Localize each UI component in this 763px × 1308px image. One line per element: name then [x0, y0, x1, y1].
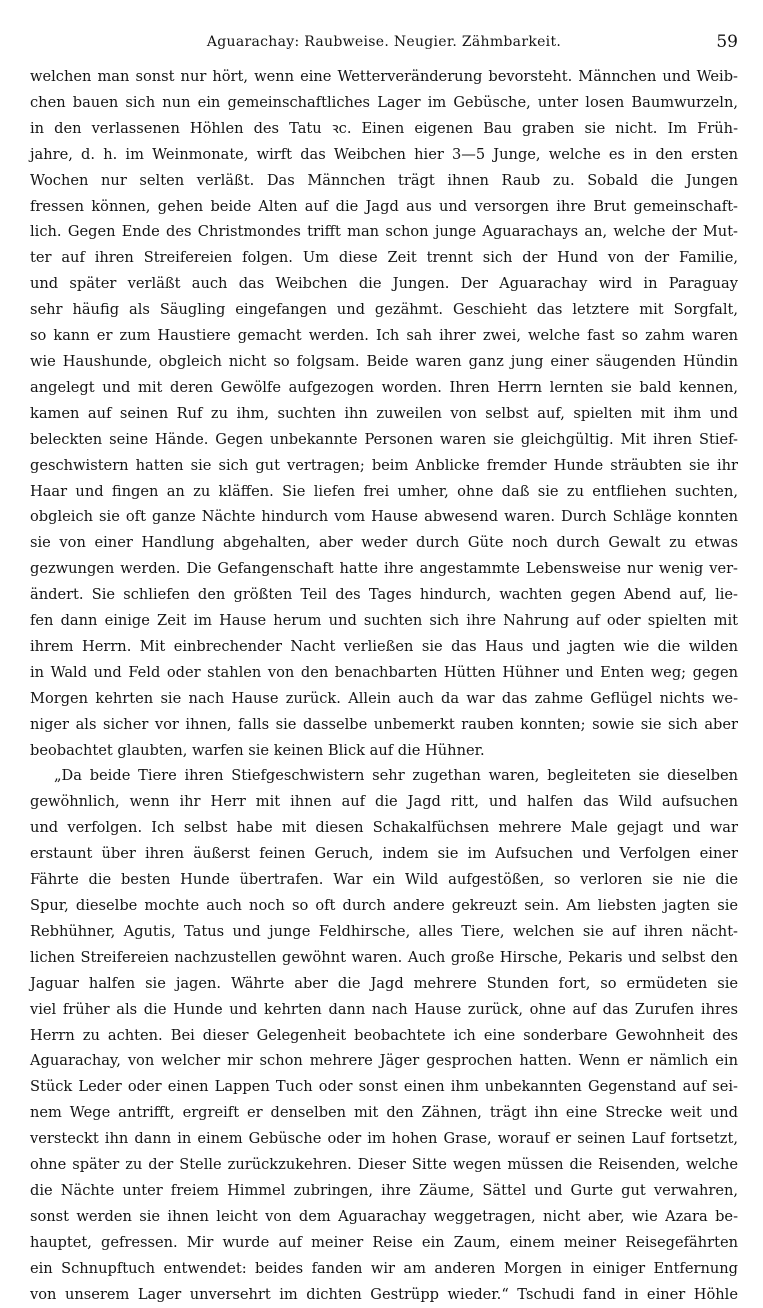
text-line: Morgen kehrten sie nach Hause zurück. Allein auch da war das zahme Geflügel nichts we-	[30, 689, 738, 707]
text-line: sie von einer Handlung abgehalten, aber weder durch Güte noch durch Gewalt zu etwas	[30, 534, 738, 552]
text-line: gewöhnlich, wenn ihr Herr mit ihnen auf die Jagd ritt, und halfen das Wild aufsuchen	[30, 793, 738, 811]
text-line: Fährte die besten Hunde übertrafen. War ein Wild aufgestößen, so verloren sie nie die	[30, 871, 738, 889]
text-line: und verfolgen. Ich selbst habe mit diesen Schakalfüchsen mehrere Male gejagt und war	[30, 819, 738, 837]
text-line: ohne später zu der Stelle zurückzukehren. Dieser Sitte wegen müssen die Reisenden, welche	[30, 1156, 738, 1174]
text-line: viel früher als die Hunde und kehrten dann nach Hause zurück, ohne auf das Zurufen ihres	[30, 1000, 738, 1018]
paragraph	[30, 64, 738, 763]
text-line: jahre, d. h. im Weinmonate, wirft das Weibchen hier 3—5 Junge, welche es in den ersten	[30, 145, 738, 163]
text-line: niger als sicher vor ihnen, falls sie dasselbe unbemerkt rauben konnten; sowie sie sich aber	[30, 715, 738, 733]
text-line: Herrn zu achten. Bei dieser Gelegenheit beobachtete ich eine sonderbare Gewohnheit des	[30, 1026, 738, 1044]
text-line: gezwungen werden. Die Gefangenschaft hatte ihre angestammte Lebensweise nur wenig ver-	[30, 560, 738, 578]
page-number: 59	[716, 32, 738, 52]
running-title: Aguarachay: Raubweise. Neugier. Zähmbarkeit.	[206, 34, 562, 50]
text-line: versteckt ihn dann in einem Gebüsche oder im hohen Grase, worauf er seinen Lauf fortsetzt,	[30, 1130, 738, 1148]
text-line: ändert. Sie schliefen den größten Teil des Tages hindurch, wachten gegen Abend auf, lie-	[30, 586, 738, 604]
text-line: wie Haushunde, obgleich nicht so folgsam. Beide waren ganz jung einer säugenden Hündin	[30, 352, 738, 370]
text-line: beobachtet glaubten, warfen sie keinen Blick auf die Hühner.	[30, 741, 485, 759]
text-line: beleckten seine Hände. Gegen unbekannte Personen waren sie gleichgültig. Mit ihren Stief-	[30, 430, 738, 448]
body-text	[30, 64, 738, 1308]
text-line: nem Wege antrifft, ergreift er denselben mit den Zähnen, trägt ihn eine Strecke weit und	[30, 1104, 738, 1122]
text-line: Jaguar halfen sie jagen. Währte aber die Jagd mehrere Stunden fort, so ermüdeten sie	[30, 974, 738, 992]
text-line: ter auf ihren Streifereien folgen. Um diese Zeit trennt sich der Hund von der Familie,	[30, 249, 738, 267]
text-line: ihrem Herrn. Mit einbrechender Nacht verließen sie das Haus und jagten wie die wilden	[30, 637, 738, 655]
text-line: so kann er zum Haustiere gemacht werden. Ich sah ihrer zwei, welche fast so zahm waren	[30, 327, 738, 345]
text-line: fen dann einige Zeit im Hause herum und suchten sich ihre Nahrung auf oder spielten mit	[30, 612, 738, 630]
text-line: hauptet, gefressen. Mir wurde auf meiner Reise ein Zaum, einem meiner Reisegefährten	[30, 1233, 738, 1251]
text-line: sehr häufig als Säugling eingefangen und gezähmt. Geschieht das letztere mit Sorgfalt,	[30, 301, 738, 319]
text-line: „Da beide Tiere ihren Stiefgeschwistern sehr zugethan waren, begleiteten sie dieselben	[54, 767, 738, 785]
text-line: chen bauen sich nun ein gemeinschaftliches Lager im Gebüsche, unter losen Baumwurzeln,	[30, 93, 738, 111]
text-line: ein Schnupftuch entwendet: beides fanden wir am anderen Morgen in einiger Entfernung	[30, 1259, 738, 1277]
text-line: Haar und fingen an zu kläffen. Sie liefen frei umher, ohne daß sie zu entfliehen suchten,	[30, 482, 738, 500]
text-line: in den verlassenen Höhlen des Tatu ꝛc. Einen eigenen Bau graben sie nicht. Im Früh-	[30, 119, 738, 137]
text-line: erstaunt über ihren äußerst feinen Geruch, indem sie im Aufsuchen und Verfolgen einer	[30, 845, 738, 863]
text-line: fressen können, gehen beide Alten auf die Jagd aus und versorgen ihre Brut gemeinschaft-	[30, 197, 738, 215]
text-line: und später verläßt auch das Weibchen die Jungen. Der Aguarachay wird in Paraguay	[30, 275, 738, 293]
text-line: in Wald und Feld oder stahlen von den benachbarten Hütten Hühner und Enten weg; gegen	[30, 663, 738, 681]
text-line: angelegt und mit deren Gewölfe aufgezogen worden. Ihren Herrn lernten sie bald kennen,	[30, 378, 738, 396]
text-line: Spur, dieselbe mochte auch noch so oft durch andere gekreuzt sein. Am liebsten jagten sie	[30, 897, 738, 914]
text-line: Stück Leder oder einen Lappen Tuch oder sonst einen ihm unbekannten Gegenstand auf sei-	[30, 1078, 738, 1096]
text-line: geschwistern hatten sie sich gut vertragen; beim Anblicke fremder Hunde sträubten sie ihr	[30, 456, 738, 474]
text-line: lich. Gegen Ende des Christmondes trifft man schon junge Aguarachays an, welche der Mut-	[30, 223, 738, 241]
book-page	[30, 32, 738, 1308]
running-header	[30, 32, 738, 58]
text-line: Wochen nur selten verläßt. Das Männchen trägt ihnen Raub zu. Sobald die Jungen	[30, 171, 738, 189]
text-line: von unserem Lager unversehrt im dichten Gestrüpp wieder.“ Tschudi fand in einer Höhle	[30, 1285, 738, 1303]
text-line: welchen man sonst nur hört, wenn eine Wetterveränderung bevorsteht. Männchen und Weib-	[30, 68, 738, 85]
text-line: obgleich sie oft ganze Nächte hindurch vom Hause abwesend waren. Durch Schläge konnten	[30, 508, 738, 526]
text-line: lichen Streifereien nachzustellen gewöhnt waren. Auch große Hirsche, Pekaris und selbst den	[30, 948, 738, 966]
text-line: Rebhühner, Agutis, Tatus und junge Feldhirsche, alles Tiere, welchen sie auf ihren nächt-	[30, 922, 738, 940]
text-line: die Nächte unter freiem Himmel zubringen, ihre Zäume, Sättel und Gurte gut verwahren,	[30, 1181, 738, 1199]
text-line: Aguarachay, von welcher mir schon mehrere Jäger gesprochen hatten. Wenn er nämlich ein	[30, 1052, 738, 1070]
text-line: sonst werden sie ihnen leicht von dem Aguarachay weggetragen, nicht aber, wie Azara be-	[30, 1207, 738, 1225]
text-line: kamen auf seinen Ruf zu ihm, suchten ihn zuweilen von selbst auf, spielten mit ihm und	[30, 404, 738, 422]
paragraph	[30, 763, 738, 1307]
